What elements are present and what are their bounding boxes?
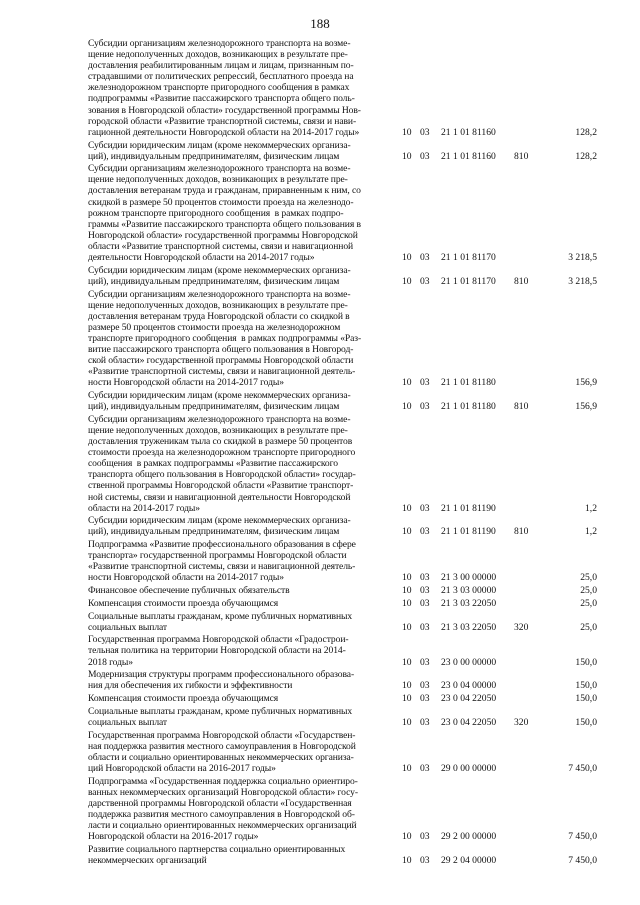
table-row <box>0 38 640 138</box>
row-expense-type: 810 <box>514 401 529 413</box>
row-target-article: 21 3 03 22050 <box>441 621 497 633</box>
row-description: Подпрограмма «Развитие профессионального образования в сфере транспорта» государственной программы Новгородской области «Развитие транспортной системы, связи и навигационной деятель- ности Новгородской области на 2014-2017 годы» <box>88 539 356 584</box>
row-section: 10 <box>402 126 412 138</box>
row-amount: 156,9 <box>575 377 597 389</box>
table-row <box>0 669 640 691</box>
table-row <box>0 515 640 537</box>
row-description: Субсидии организациям железнодорожного транспорта на возме- щение недополученных доходов, возникающих в результате пре- доставления реабилитированным лицам и лицам, признанным по- страдавшими от политических репрессий, бесплатного проезда на железнодорожном транспорте пригородного сообщения в рамках подпрограммы «Развитие пассажирского транспорта общего поль- зования в Новгородской области» государственной программы Нов- городской области «Развитие транспортной системы, связи и нави- гационной деятельности Новгородской области на 2014-2017 годы» <box>88 38 361 138</box>
row-description: Компенсация стоимости проезда обучающимся <box>88 693 279 705</box>
row-description: Развитие социального партнерства социально ориентированных некоммерческих организаций <box>88 843 346 866</box>
row-amount: 25,0 <box>580 572 597 584</box>
row-amount: 150,0 <box>575 656 597 668</box>
row-description: Социальные выплаты гражданам, кроме публичных нормативных социальных выплат <box>88 705 353 728</box>
row-section: 10 <box>402 526 412 538</box>
row-expense-type: 320 <box>514 716 529 728</box>
row-expense-type: 810 <box>514 275 529 287</box>
row-subsection: 03 <box>420 401 430 413</box>
row-section: 10 <box>402 502 412 514</box>
row-section: 10 <box>402 401 412 413</box>
row-target-article: 21 1 01 81180 <box>441 401 496 413</box>
row-description: Модернизация структуры программ профессионального образова- ния для обеспечения их гибкости и эффективности <box>88 669 355 692</box>
row-target-article: 21 1 01 81180 <box>441 377 496 389</box>
table-row <box>0 844 640 866</box>
row-target-article: 21 3 00 00000 <box>441 572 497 584</box>
row-section: 10 <box>402 150 412 162</box>
row-target-article: 21 3 03 22050 <box>441 597 497 609</box>
table-row <box>0 611 640 633</box>
row-subsection: 03 <box>420 252 430 264</box>
row-section: 10 <box>402 680 412 692</box>
row-section: 10 <box>402 716 412 728</box>
row-section: 10 <box>402 854 412 866</box>
row-description: Субсидии организациям железнодорожного транспорта на возме- щение недополученных доходов, возникающих в результате пре- доставления ветеранам труда и гражданам, приравненным к ним, со скидкой в размере 50 процентов стоимости проезда на железнодо- рожном транспорте пригородного сообщения в рамках подпро- граммы «Развитие пассажирского транспорта общего пользования в Новгородской области» государственной программы Новгородской области «Развитие транспортной системы, связи и навигационной деятельности Новгородской области на 2014-2017 годы» <box>88 163 361 264</box>
row-subsection: 03 <box>420 656 430 668</box>
row-target-article: 21 1 01 81170 <box>441 252 496 264</box>
row-amount: 1,2 <box>585 526 597 538</box>
table-row <box>0 634 640 667</box>
row-target-article: 21 3 03 00000 <box>441 585 497 597</box>
row-target-article: 23 0 04 22050 <box>441 693 497 705</box>
row-target-article: 21 1 01 81190 <box>441 526 496 538</box>
row-subsection: 03 <box>420 693 430 705</box>
row-section: 10 <box>402 572 412 584</box>
row-expense-type: 810 <box>514 526 529 538</box>
row-section: 10 <box>402 656 412 668</box>
row-target-article: 21 1 01 81160 <box>441 150 496 162</box>
row-description: Государственная программа Новгородской области «Государствен- ная поддержка развития местного самоуправления в Новгородской области и социально ориентированных некоммерческих организа- ций Новгородской области на 2016-2017 годы» <box>88 729 356 774</box>
row-section: 10 <box>402 275 412 287</box>
row-description: Субсидии юридическим лицам (кроме некоммерческих организа- ций), индивидуальным предпринимателям, физическим лицам <box>88 264 351 287</box>
table-row <box>0 539 640 583</box>
row-amount: 150,0 <box>575 680 597 692</box>
row-description: Субсидии юридическим лицам (кроме некоммерческих организа- ций), индивидуальным предпринимателям, физическим лицам <box>88 515 351 538</box>
row-section: 10 <box>402 762 412 774</box>
row-section: 10 <box>402 831 412 843</box>
table-row <box>0 289 640 389</box>
row-amount: 156,9 <box>575 401 597 413</box>
row-amount: 25,0 <box>580 621 597 633</box>
page-number: 188 <box>310 16 330 31</box>
row-section: 10 <box>402 693 412 705</box>
table-row <box>0 706 640 728</box>
row-subsection: 03 <box>420 762 430 774</box>
row-subsection: 03 <box>420 621 430 633</box>
row-amount: 1,2 <box>585 502 597 514</box>
row-section: 10 <box>402 621 412 633</box>
table-row <box>0 730 640 774</box>
table-row <box>0 776 640 843</box>
table-row <box>0 265 640 287</box>
row-target-article: 29 0 00 00000 <box>441 762 497 774</box>
table-row <box>0 140 640 162</box>
row-description: Субсидии организациям железнодорожного транспорта на возме- щение недополученных доходов, возникающих в результате пре- доставления ветеранам труда Новгородской области со скидкой в размере 50 процентов стоимости проезда на железнодорожном транспорте пригородного сообщения в рамках подпрограммы «Раз- витие пассажирского транспорта общего пользования в Новгород- ской области» государственной программы Новгородской области «Развитие транспортной системы, связи и навигационной деятель- ности Новгородской области на 2014-2017 годы» <box>88 288 362 389</box>
row-description: Субсидии организациям железнодорожного транспорта на возме- щение недополученных доходов, возникающих в результате пре- доставления труженикам тыла со скидкой в размере 50 процентов стоимости проезда на железнодорожном транспорте пригородного сообщения в рамках подпрограммы «Развитие пассажирского транспорта общего пользования в Новгородской области» государ- ственной программы Новгородской области «Развитие транспорт- ной системы, связи и навигационной деятельности Новгородской области на 2014-2017 годы» <box>88 413 356 514</box>
row-amount: 25,0 <box>580 585 597 597</box>
row-expense-type: 810 <box>514 150 529 162</box>
row-subsection: 03 <box>420 831 430 843</box>
row-subsection: 03 <box>420 716 430 728</box>
row-expense-type: 320 <box>514 621 529 633</box>
table-row <box>0 585 640 596</box>
row-target-article: 29 2 00 00000 <box>441 831 497 843</box>
table-row <box>0 598 640 609</box>
row-subsection: 03 <box>420 854 430 866</box>
row-amount: 150,0 <box>575 716 597 728</box>
row-subsection: 03 <box>420 597 430 609</box>
row-target-article: 29 2 04 00000 <box>441 854 497 866</box>
row-description: Субсидии юридическим лицам (кроме некоммерческих организа- ций), индивидуальным предпринимателям, физическим лицам <box>88 390 351 413</box>
row-description: Социальные выплаты гражданам, кроме публичных нормативных социальных выплат <box>88 610 353 633</box>
row-subsection: 03 <box>420 572 430 584</box>
row-target-article: 21 1 01 81170 <box>441 275 496 287</box>
row-section: 10 <box>402 597 412 609</box>
row-subsection: 03 <box>420 680 430 692</box>
row-amount: 25,0 <box>580 597 597 609</box>
table-row <box>0 414 640 514</box>
table-row <box>0 693 640 704</box>
row-subsection: 03 <box>420 585 430 597</box>
row-description: Государственная программа Новгородской области «Градострои- тельная политика на территории Новгородской области на 2014- 2018 годы» <box>88 634 349 668</box>
row-amount: 3 218,5 <box>568 252 597 264</box>
row-subsection: 03 <box>420 377 430 389</box>
row-target-article: 23 0 04 22050 <box>441 716 497 728</box>
row-amount: 7 450,0 <box>568 854 597 866</box>
row-subsection: 03 <box>420 275 430 287</box>
row-section: 10 <box>402 377 412 389</box>
row-subsection: 03 <box>420 502 430 514</box>
row-amount: 128,2 <box>575 150 597 162</box>
row-amount: 7 450,0 <box>568 831 597 843</box>
row-description: Субсидии юридическим лицам (кроме некоммерческих организа- ций), индивидуальным предпринимателям, физическим лицам <box>88 139 351 162</box>
row-amount: 128,2 <box>575 126 597 138</box>
row-target-article: 23 0 04 00000 <box>441 680 497 692</box>
row-target-article: 23 0 00 00000 <box>441 656 497 668</box>
row-amount: 3 218,5 <box>568 275 597 287</box>
row-target-article: 21 1 01 81160 <box>441 126 496 138</box>
row-description: Финансовое обеспечение публичных обязательств <box>88 585 290 597</box>
row-subsection: 03 <box>420 126 430 138</box>
row-section: 10 <box>402 585 412 597</box>
row-description: Подпрограмма «Государственная поддержка социально ориентиро- ванных некоммерческих организаций Новгородской области» госу- дарственной программы Новгородской области «Государственная поддержка развития местного самоуправления в Новгородской об- ласти и социально ориентированных некоммерческих организаций Новгородской области на 2016-2017 годы» <box>88 775 358 843</box>
row-section: 10 <box>402 252 412 264</box>
row-amount: 7 450,0 <box>568 762 597 774</box>
row-amount: 150,0 <box>575 693 597 705</box>
table-row <box>0 390 640 412</box>
table-row <box>0 163 640 263</box>
row-subsection: 03 <box>420 150 430 162</box>
row-subsection: 03 <box>420 526 430 538</box>
row-description: Компенсация стоимости проезда обучающимся <box>88 597 279 609</box>
row-target-article: 21 1 01 81190 <box>441 502 496 514</box>
